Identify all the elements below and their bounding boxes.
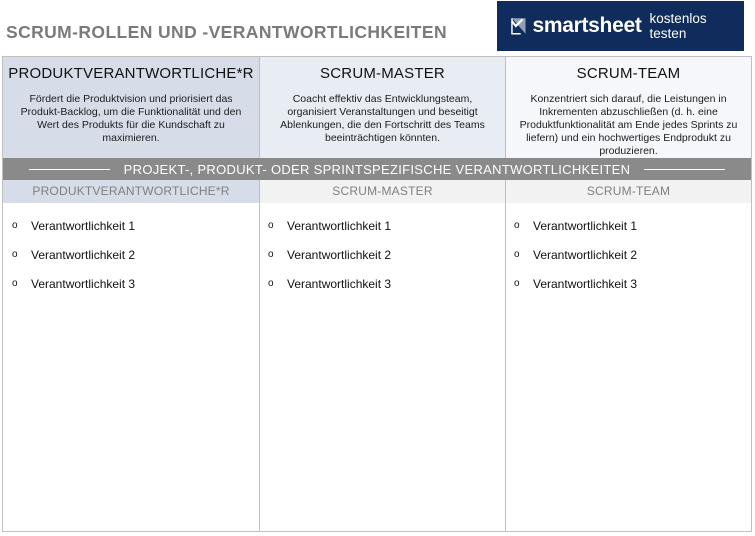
list-item bbox=[268, 269, 505, 298]
role-description: Konzentriert sich darauf, die Leistungen in Inkrementen abzuschließen (d. h. eine Produktfunktionalität am Ende jedes Sprints zu liefern) und ein hochwertiges Endprodukt zu produzieren. bbox=[519, 93, 738, 157]
list-item bbox=[12, 269, 259, 298]
bullet-icon: o bbox=[514, 220, 520, 231]
responsibilities-body bbox=[3, 203, 751, 531]
role-title: SCRUM-TEAM bbox=[576, 65, 681, 82]
scrum-team-responsibilities[interactable] bbox=[506, 203, 751, 531]
role-header-scrum-master bbox=[260, 57, 506, 158]
list-item bbox=[12, 211, 259, 240]
responsibilities-table bbox=[2, 56, 752, 532]
list-item bbox=[514, 240, 751, 269]
role-header-product-owner bbox=[3, 57, 260, 158]
divider-line bbox=[29, 169, 110, 170]
list-item-text: Verantwortlichkeit 1 bbox=[31, 218, 136, 233]
list-item-text: Verantwortlichkeit 3 bbox=[31, 276, 136, 291]
role-header-row bbox=[3, 57, 751, 158]
sub-header-scrum-master: SCRUM-MASTER bbox=[260, 180, 506, 203]
bullet-icon: o bbox=[514, 249, 520, 260]
list-item bbox=[268, 211, 505, 240]
bullet-icon: o bbox=[268, 278, 274, 289]
product-owner-responsibilities[interactable] bbox=[3, 203, 260, 531]
role-description: Fördert die Produktvision und priorisiert das Produkt-Backlog, um die Funktionalität und den Wert des Produkts für die Kundschaft zu maximieren. bbox=[20, 93, 242, 144]
section-band bbox=[3, 158, 751, 180]
sub-header-product-owner: PRODUKTVERANTWORTLICHE*R bbox=[3, 180, 260, 203]
free-trial-link[interactable]: kostenlos testen bbox=[649, 11, 707, 41]
list-item bbox=[514, 211, 751, 240]
role-description: Coacht effektiv das Entwicklungsteam, organisiert Veranstaltungen und beseitigt Ablenkungen, die den Fortschritt des Teams beeinträchtigen könnten. bbox=[280, 93, 485, 144]
brand-name: smartsheet bbox=[532, 14, 642, 37]
role-header-scrum-team bbox=[506, 57, 751, 158]
list-item-text: Verantwortlichkeit 2 bbox=[533, 247, 638, 262]
sub-header-scrum-team: SCRUM-TEAM bbox=[506, 180, 751, 203]
smartsheet-logo-icon bbox=[511, 17, 526, 35]
list-item-text: Verantwortlichkeit 1 bbox=[533, 218, 638, 233]
list-item-text: Verantwortlichkeit 3 bbox=[533, 276, 638, 291]
divider-line bbox=[644, 169, 725, 170]
list-item bbox=[268, 240, 505, 269]
list-item-text: Verantwortlichkeit 2 bbox=[287, 247, 392, 262]
scrum-master-responsibilities[interactable] bbox=[260, 203, 506, 531]
bullet-icon: o bbox=[268, 249, 274, 260]
smartsheet-trial-banner[interactable] bbox=[497, 1, 744, 51]
bullet-icon: o bbox=[12, 278, 18, 289]
bullet-icon: o bbox=[12, 220, 18, 231]
role-title: PRODUKTVERANTWORTLICHE*R bbox=[8, 65, 254, 82]
bullet-icon: o bbox=[268, 220, 274, 231]
list-item-text: Verantwortlichkeit 2 bbox=[31, 247, 136, 262]
list-item-text: Verantwortlichkeit 3 bbox=[287, 276, 392, 291]
sub-header-row bbox=[3, 180, 751, 203]
list-item bbox=[12, 240, 259, 269]
bullet-icon: o bbox=[12, 249, 18, 260]
role-title: SCRUM-MASTER bbox=[320, 65, 445, 82]
page-title: SCRUM-ROLLEN UND -VERANTWORTLICHKEITEN bbox=[6, 22, 448, 42]
list-item-text: Verantwortlichkeit 1 bbox=[287, 218, 392, 233]
section-band-label: PROJEKT-, PRODUKT- ODER SPRINTSPEZIFISCHE VERANTWORTLICHKEITEN bbox=[123, 161, 631, 177]
list-item bbox=[514, 269, 751, 298]
bullet-icon: o bbox=[514, 278, 520, 289]
